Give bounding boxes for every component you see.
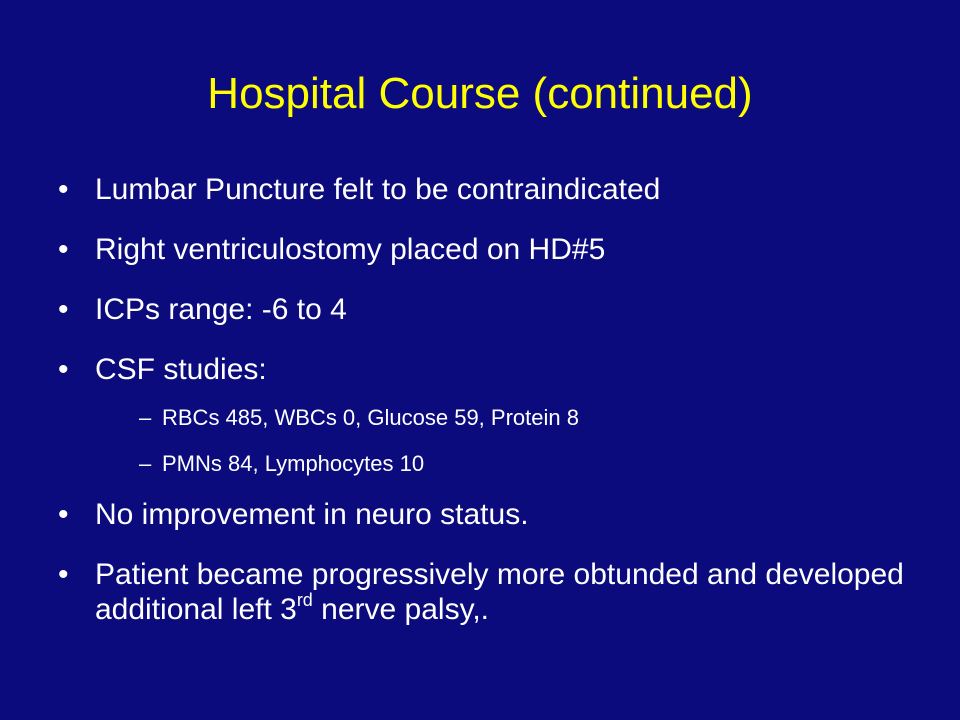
bullet-item <box>58 557 938 627</box>
sub-bullet-item <box>95 451 938 477</box>
bullet-item <box>58 292 938 327</box>
bullet-marker: • <box>58 353 69 386</box>
bullet-item <box>58 232 938 267</box>
bullet-text: Patient became progressively more obtunded and developed additional left 3 <box>95 558 904 626</box>
bullet-marker: • <box>58 498 69 531</box>
bullet-marker: • <box>58 233 69 266</box>
bullet-text-suffix: nerve palsy,. <box>312 593 490 626</box>
sub-bullet-list <box>95 405 938 477</box>
bullet-item <box>58 172 938 207</box>
bullet-text: ICPs range: -6 to 4 <box>95 293 347 326</box>
bullet-text: Right ventriculostomy placed on HD#5 <box>95 233 606 266</box>
bullet-text: No improvement in neuro status. <box>95 498 529 531</box>
superscript: rd <box>296 590 313 610</box>
sub-bullet-text: PMNs 84, Lymphocytes 10 <box>162 451 425 476</box>
sub-bullet-item <box>95 405 938 431</box>
bullet-text: CSF studies: <box>95 353 267 386</box>
sub-bullet-text: RBCs 485, WBCs 0, Glucose 59, Protein 8 <box>162 405 579 430</box>
bullet-marker: • <box>58 558 69 591</box>
bullet-list <box>58 172 938 652</box>
sub-bullet-marker: – <box>139 405 152 430</box>
sub-bullet-marker: – <box>139 451 152 476</box>
bullet-marker: • <box>58 173 69 206</box>
bullet-item <box>58 352 938 477</box>
slide-title: Hospital Course (continued) <box>207 69 753 118</box>
bullet-text-multiline <box>95 558 904 626</box>
bullet-text: Lumbar Puncture felt to be contraindicated <box>95 173 661 206</box>
bullet-marker: • <box>58 293 69 326</box>
bullet-item <box>58 497 938 532</box>
